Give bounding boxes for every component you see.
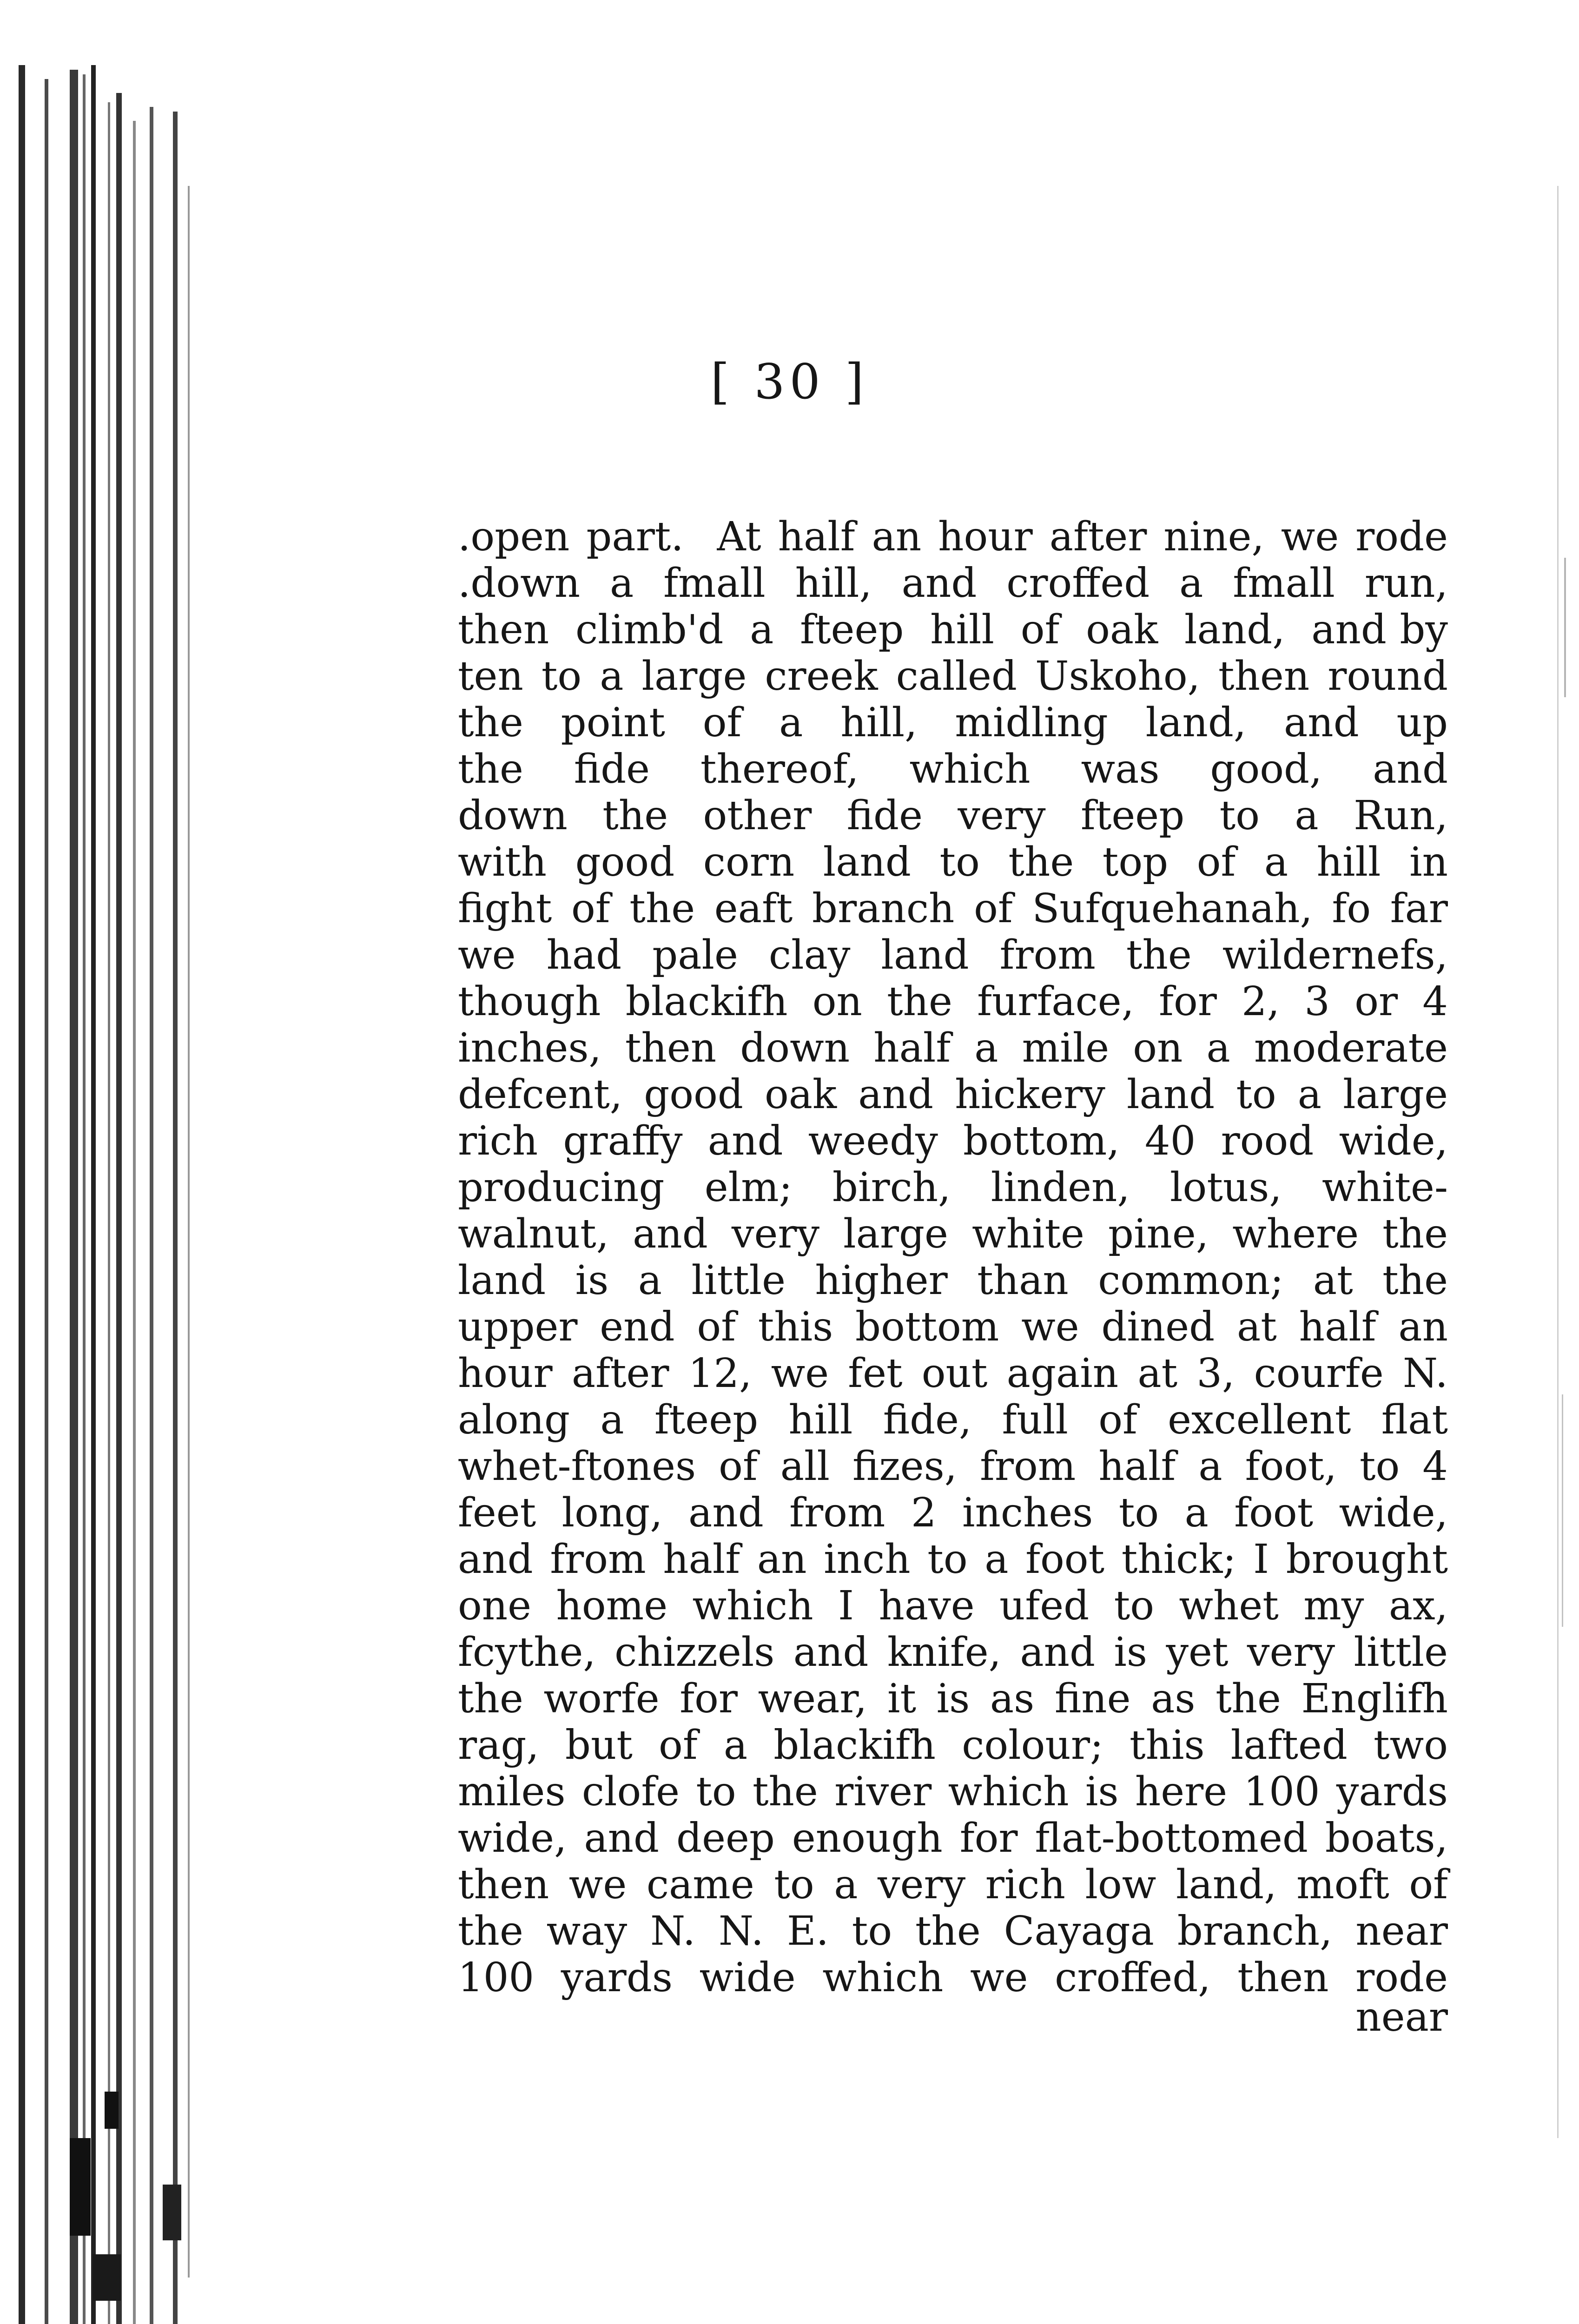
text-line: defcent, good oak and hickery land to a large [458,1071,1448,1118]
text-line: then climb'd a fteep hill of oak land, and by [458,607,1448,653]
text-line: then we came to a very rich low land, moft of [458,1862,1448,1908]
text-line: miles clofe to the river which is here 100 yards [458,1769,1448,1815]
text-line: feet long, and from 2 inches to a foot wide, [458,1490,1448,1536]
text-line: one home which I have ufed to whet my ax, [458,1583,1448,1629]
text-line: down the other fide very fteep to a Run, [458,792,1448,839]
text-line: with good corn land to the top of a hill in [458,839,1448,885]
text-line: wide, and deep enough for flat-bottomed boats, [458,1815,1448,1862]
text-line: ten to a large creek called Uskoho, then round [458,653,1448,700]
text-line: fight of the eaft branch of Sufquehanah, fo far [458,885,1448,932]
page-number: [ 30 ] [710,353,869,410]
text-line: .open part. At half an hour after nine, we rode [458,514,1448,560]
text-line: the point of a hill, midling land, and up [458,700,1448,746]
text-line: fcythe, chizzels and knife, and is yet very little [458,1629,1448,1676]
text-line: the way N. N. E. to the Cayaga branch, near [458,1908,1448,1954]
text-line: along a fteep hill fide, full of excellent flat [458,1397,1448,1443]
text-line: whet-ftones of all fizes, from half a foot, to 4 [458,1443,1448,1490]
text-line: .down a fmall hill, and croffed a fmall run, [458,560,1448,607]
text-line: rich graffy and weedy bottom, 40 rood wide, [458,1118,1448,1164]
text-line: though blackifh on the furface, for 2, 3 or 4 [458,978,1448,1025]
text-line: and from half an inch to a foot thick; I brought [458,1536,1448,1583]
scanned-page-edge [1529,0,1579,2324]
text-line: land is a little higher than common; at the [458,1257,1448,1304]
page-body-text [458,514,1448,2001]
text-line: 100 yards wide which we croffed, then rode [458,1954,1448,2001]
text-line: the fide thereof, which was good, and [458,746,1448,792]
text-line: the worfe for wear, it is as fine as the Englifh [458,1676,1448,1722]
scanned-binding-edge [0,0,218,2324]
text-line: producing elm; birch, linden, lotus, white- [458,1164,1448,1211]
text-line: walnut, and very large white pine, where the [458,1211,1448,1257]
text-line: hour after 12, we fet out again at 3, courfe N. [458,1350,1448,1397]
text-line: inches, then down half a mile on a moderate [458,1025,1448,1071]
text-line: upper end of this bottom we dined at half an [458,1304,1448,1350]
text-line: rag, but of a blackifh colour; this lafted two [458,1722,1448,1769]
catchword: near [1355,1994,1448,2040]
text-line: we had pale clay land from the wildernefs, [458,932,1448,978]
